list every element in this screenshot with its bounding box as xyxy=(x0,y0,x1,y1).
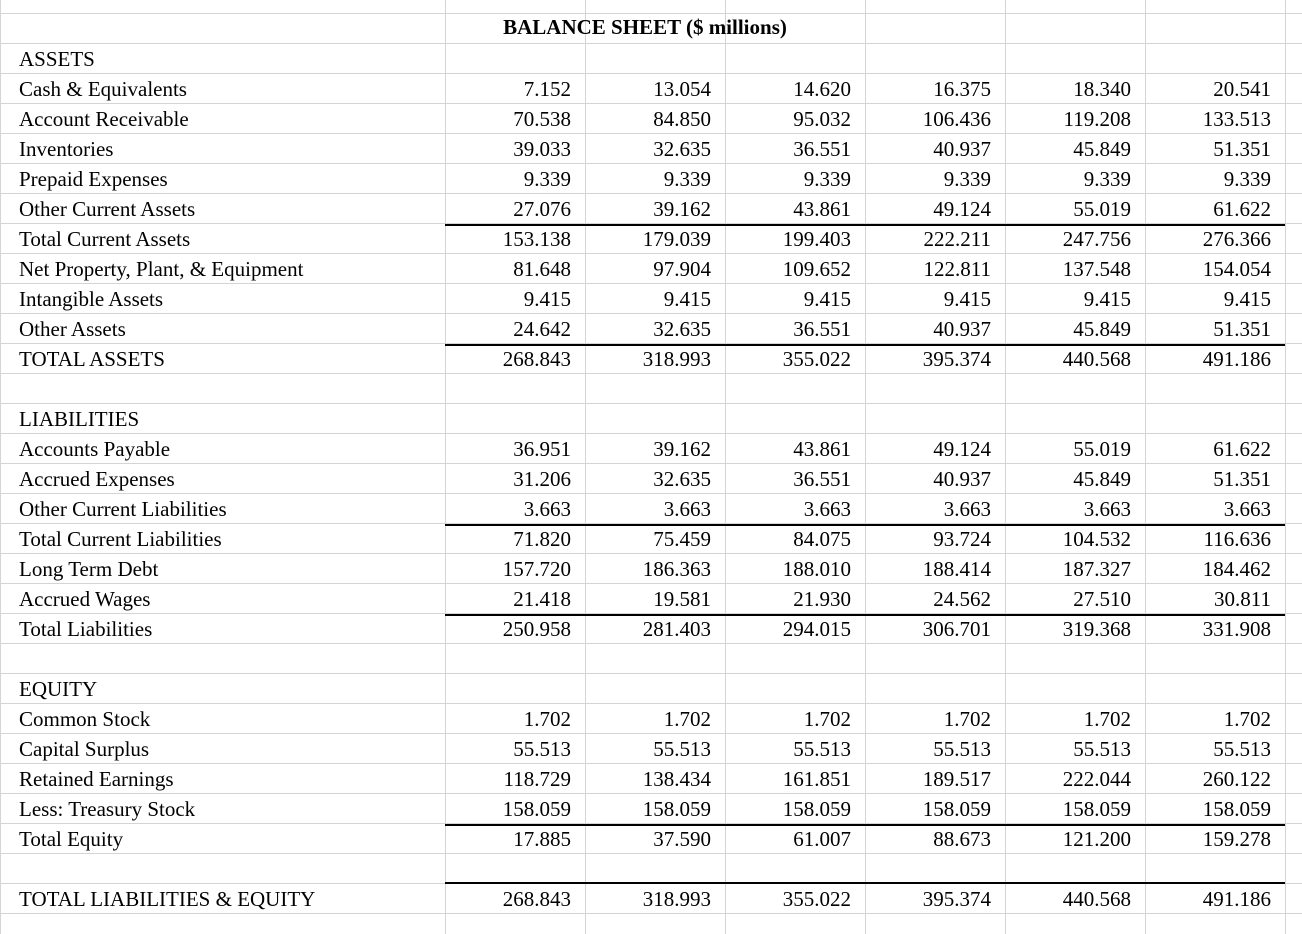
value-cell[interactable]: 188.010 xyxy=(782,557,851,581)
row-label[interactable]: Total Current Assets xyxy=(19,227,191,251)
row-label[interactable]: TOTAL ASSETS xyxy=(19,347,165,371)
value-cell[interactable]: 199.403 xyxy=(782,227,851,251)
value-cell[interactable]: 55.513 xyxy=(1073,737,1131,761)
value-cell[interactable]: 137.548 xyxy=(1062,257,1131,281)
value-cell[interactable]: 21.930 xyxy=(793,587,851,611)
value-cell[interactable]: 97.904 xyxy=(653,257,711,281)
value-cell[interactable]: 318.993 xyxy=(642,347,711,371)
value-cell[interactable]: 158.059 xyxy=(782,797,851,821)
total-underline xyxy=(445,344,1285,346)
value-cell[interactable]: 154.054 xyxy=(1202,257,1271,281)
value-cell[interactable]: 306.701 xyxy=(922,617,991,641)
value-cell[interactable]: 55.513 xyxy=(653,737,711,761)
row-label[interactable]: Total Liabilities xyxy=(19,617,153,641)
value-cell[interactable]: 55.513 xyxy=(933,737,991,761)
value-cell[interactable]: 61.622 xyxy=(1213,197,1271,221)
value-cell[interactable]: 395.374 xyxy=(922,347,991,371)
value-cell[interactable]: 3.663 xyxy=(943,497,991,521)
grand-total-cell[interactable]: 355.022 xyxy=(782,887,851,911)
value-cell[interactable]: 3.663 xyxy=(803,497,851,521)
value-cell[interactable]: 3.663 xyxy=(663,497,711,521)
value-cell[interactable]: 55.513 xyxy=(513,737,571,761)
value-cell[interactable]: 331.908 xyxy=(1202,617,1271,641)
value-cell[interactable]: 260.122 xyxy=(1202,767,1271,791)
value-cell[interactable]: 440.568 xyxy=(1062,347,1131,371)
value-cell[interactable]: 30.811 xyxy=(1214,587,1271,611)
value-cell[interactable]: 37.590 xyxy=(653,827,711,851)
section-heading-liabilities[interactable]: LIABILITIES xyxy=(19,407,140,431)
row-label[interactable]: Retained Earnings xyxy=(19,767,174,791)
value-cell[interactable]: 36.551 xyxy=(793,317,851,341)
total-underline xyxy=(445,824,1285,826)
value-cell[interactable]: 9.415 xyxy=(803,287,851,311)
value-cell[interactable]: 55.019 xyxy=(1073,437,1131,461)
value-cell[interactable]: 17.885 xyxy=(513,827,571,851)
value-cell[interactable]: 9.415 xyxy=(1223,287,1271,311)
value-cell[interactable]: 36.551 xyxy=(793,137,851,161)
value-cell[interactable]: 9.339 xyxy=(1083,167,1131,191)
value-cell[interactable]: 9.415 xyxy=(663,287,711,311)
value-cell[interactable]: 106.436 xyxy=(922,107,991,131)
value-cell[interactable]: 16.375 xyxy=(933,77,991,101)
value-cell[interactable]: 133.513 xyxy=(1202,107,1271,131)
row-label[interactable]: Account Receivable xyxy=(19,107,189,131)
value-cell[interactable]: 7.152 xyxy=(523,77,571,101)
value-cell[interactable]: 268.843 xyxy=(502,347,571,371)
value-cell[interactable]: 32.635 xyxy=(653,317,711,341)
value-cell[interactable]: 27.076 xyxy=(513,197,571,221)
value-cell[interactable]: 39.033 xyxy=(513,137,571,161)
row-label[interactable]: Capital Surplus xyxy=(19,737,150,761)
total-underline xyxy=(445,224,1285,226)
value-cell[interactable]: 51.351 xyxy=(1213,467,1271,491)
value-cell[interactable]: 179.039 xyxy=(642,227,711,251)
value-cell[interactable]: 43.861 xyxy=(793,197,851,221)
row-label[interactable]: Cash & Equivalents xyxy=(19,77,187,101)
row-label[interactable]: Inventories xyxy=(19,137,114,161)
value-cell[interactable]: 222.211 xyxy=(923,227,991,251)
sheet-title[interactable]: BALANCE SHEET ($ millions) xyxy=(503,15,787,39)
value-cell[interactable]: 3.663 xyxy=(1083,497,1131,521)
value-cell[interactable]: 45.849 xyxy=(1073,137,1131,161)
section-heading-assets[interactable]: ASSETS xyxy=(19,47,95,71)
value-cell[interactable]: 247.756 xyxy=(1062,227,1131,251)
value-cell[interactable]: 36.551 xyxy=(793,467,851,491)
value-cell[interactable]: 88.673 xyxy=(933,827,991,851)
value-cell[interactable]: 1.702 xyxy=(523,707,571,731)
value-cell[interactable]: 3.663 xyxy=(1223,497,1271,521)
value-cell[interactable]: 104.532 xyxy=(1062,527,1131,551)
row-label[interactable]: Other Current Liabilities xyxy=(19,497,227,521)
total-underline xyxy=(445,614,1285,616)
value-cell[interactable]: 184.462 xyxy=(1202,557,1271,581)
value-cell[interactable]: 55.513 xyxy=(1213,737,1271,761)
value-cell[interactable]: 49.124 xyxy=(933,197,991,221)
value-cell[interactable]: 93.724 xyxy=(933,527,991,551)
row-label[interactable]: Long Term Debt xyxy=(19,557,159,581)
row-label[interactable]: Other Current Assets xyxy=(19,197,196,221)
grand-total-label[interactable]: TOTAL LIABILITIES & EQUITY xyxy=(19,887,316,911)
value-cell[interactable]: 51.351 xyxy=(1213,317,1271,341)
value-cell[interactable]: 13.054 xyxy=(653,77,711,101)
section-heading-equity[interactable]: EQUITY xyxy=(19,677,98,701)
value-cell[interactable]: 32.635 xyxy=(653,467,711,491)
value-cell[interactable]: 1.702 xyxy=(663,707,711,731)
value-cell[interactable]: 158.059 xyxy=(1062,797,1131,821)
value-cell[interactable]: 9.339 xyxy=(663,167,711,191)
grand-total-cell[interactable]: 491.186 xyxy=(1202,887,1271,911)
value-cell[interactable]: 27.510 xyxy=(1073,587,1131,611)
value-cell[interactable]: 40.937 xyxy=(933,317,991,341)
value-cell[interactable]: 118.729 xyxy=(503,767,571,791)
value-cell[interactable]: 32.635 xyxy=(653,137,711,161)
value-cell[interactable]: 3.663 xyxy=(523,497,571,521)
row-label[interactable]: Total Equity xyxy=(19,827,124,851)
value-cell[interactable]: 39.162 xyxy=(653,197,711,221)
value-cell[interactable]: 121.200 xyxy=(1062,827,1131,851)
value-cell[interactable]: 39.162 xyxy=(653,437,711,461)
value-cell[interactable]: 9.339 xyxy=(1223,167,1271,191)
value-cell[interactable]: 276.366 xyxy=(1202,227,1271,251)
value-cell[interactable]: 40.937 xyxy=(933,467,991,491)
total-underline xyxy=(445,524,1285,526)
value-cell[interactable]: 70.538 xyxy=(513,107,571,131)
value-cell[interactable]: 1.702 xyxy=(943,707,991,731)
value-cell[interactable]: 95.032 xyxy=(793,107,851,131)
value-cell[interactable]: 153.138 xyxy=(502,227,571,251)
value-cell[interactable]: 19.581 xyxy=(653,587,711,611)
value-cell[interactable]: 9.339 xyxy=(943,167,991,191)
value-cell[interactable]: 9.339 xyxy=(803,167,851,191)
value-cell[interactable]: 158.059 xyxy=(642,797,711,821)
row-label[interactable]: Prepaid Expenses xyxy=(19,167,168,191)
value-cell[interactable]: 188.414 xyxy=(922,557,991,581)
value-cell[interactable]: 119.208 xyxy=(1063,107,1131,131)
value-cell[interactable]: 55.513 xyxy=(793,737,851,761)
value-cell[interactable]: 319.368 xyxy=(1062,617,1131,641)
value-cell[interactable]: 157.720 xyxy=(502,557,571,581)
value-cell[interactable]: 18.340 xyxy=(1073,77,1131,101)
row-label[interactable]: Accrued Wages xyxy=(19,587,151,611)
value-cell[interactable]: 61.007 xyxy=(793,827,851,851)
row-label[interactable]: Net Property, Plant, & Equipment xyxy=(19,257,304,281)
value-cell[interactable]: 14.620 xyxy=(793,77,851,101)
value-cell[interactable]: 122.811 xyxy=(923,257,991,281)
value-cell[interactable]: 1.702 xyxy=(1083,707,1131,731)
value-cell[interactable]: 158.059 xyxy=(502,797,571,821)
value-cell[interactable]: 45.849 xyxy=(1073,317,1131,341)
value-cell[interactable]: 40.937 xyxy=(933,137,991,161)
value-cell[interactable]: 187.327 xyxy=(1062,557,1131,581)
value-cell[interactable]: 281.403 xyxy=(642,617,711,641)
value-cell[interactable]: 84.075 xyxy=(793,527,851,551)
row-label[interactable]: Accrued Expenses xyxy=(19,467,175,491)
row-label[interactable]: Total Current Liabilities xyxy=(19,527,222,551)
value-cell[interactable]: 24.642 xyxy=(513,317,571,341)
value-cell[interactable]: 61.622 xyxy=(1213,437,1271,461)
row-label[interactable]: Intangible Assets xyxy=(19,287,164,311)
grand-total-cell[interactable]: 268.843 xyxy=(502,887,571,911)
value-cell[interactable]: 186.363 xyxy=(642,557,711,581)
value-cell[interactable]: 9.415 xyxy=(523,287,571,311)
grand-total-cell[interactable]: 318.993 xyxy=(642,887,711,911)
row-label[interactable]: Common Stock xyxy=(19,707,151,731)
value-cell[interactable]: 24.562 xyxy=(933,587,991,611)
value-cell[interactable]: 116.636 xyxy=(1203,527,1271,551)
row-label[interactable]: Less: Treasury Stock xyxy=(19,797,196,821)
value-cell[interactable]: 491.186 xyxy=(1202,347,1271,371)
value-cell[interactable]: 71.820 xyxy=(513,527,571,551)
value-cell[interactable]: 36.951 xyxy=(513,437,571,461)
value-cell[interactable]: 9.339 xyxy=(523,167,571,191)
value-cell[interactable]: 51.351 xyxy=(1213,137,1271,161)
value-cell[interactable]: 1.702 xyxy=(803,707,851,731)
value-cell[interactable]: 9.415 xyxy=(1083,287,1131,311)
value-cell[interactable]: 189.517 xyxy=(922,767,991,791)
value-cell[interactable]: 84.850 xyxy=(653,107,711,131)
value-cell[interactable]: 55.019 xyxy=(1073,197,1131,221)
value-cell[interactable]: 31.206 xyxy=(513,467,571,491)
value-cell[interactable]: 1.702 xyxy=(1223,707,1271,731)
value-cell[interactable]: 43.861 xyxy=(793,437,851,461)
value-cell[interactable]: 158.059 xyxy=(1202,797,1271,821)
value-cell[interactable]: 355.022 xyxy=(782,347,851,371)
value-cell[interactable]: 158.059 xyxy=(922,797,991,821)
value-cell[interactable]: 294.015 xyxy=(782,617,851,641)
value-cell[interactable]: 75.459 xyxy=(653,527,711,551)
value-cell[interactable]: 9.415 xyxy=(943,287,991,311)
row-label[interactable]: Other Assets xyxy=(19,317,126,341)
value-cell[interactable]: 222.044 xyxy=(1062,767,1131,791)
value-cell[interactable]: 20.541 xyxy=(1213,77,1271,101)
value-cell[interactable]: 109.652 xyxy=(782,257,851,281)
grand-total-cell[interactable]: 440.568 xyxy=(1062,887,1131,911)
value-cell[interactable]: 250.958 xyxy=(502,617,571,641)
grand-total-cell[interactable]: 395.374 xyxy=(922,887,991,911)
value-cell[interactable]: 45.849 xyxy=(1073,467,1131,491)
grid-column-line xyxy=(1285,0,1286,934)
value-cell[interactable]: 161.851 xyxy=(782,767,851,791)
grid-column-line xyxy=(0,0,1,934)
total-underline xyxy=(445,882,1285,884)
value-cell[interactable]: 49.124 xyxy=(933,437,991,461)
value-cell[interactable]: 138.434 xyxy=(642,767,711,791)
value-cell[interactable]: 21.418 xyxy=(513,587,571,611)
value-cell[interactable]: 81.648 xyxy=(513,257,571,281)
value-cell[interactable]: 159.278 xyxy=(1202,827,1271,851)
row-label[interactable]: Accounts Payable xyxy=(19,437,171,461)
